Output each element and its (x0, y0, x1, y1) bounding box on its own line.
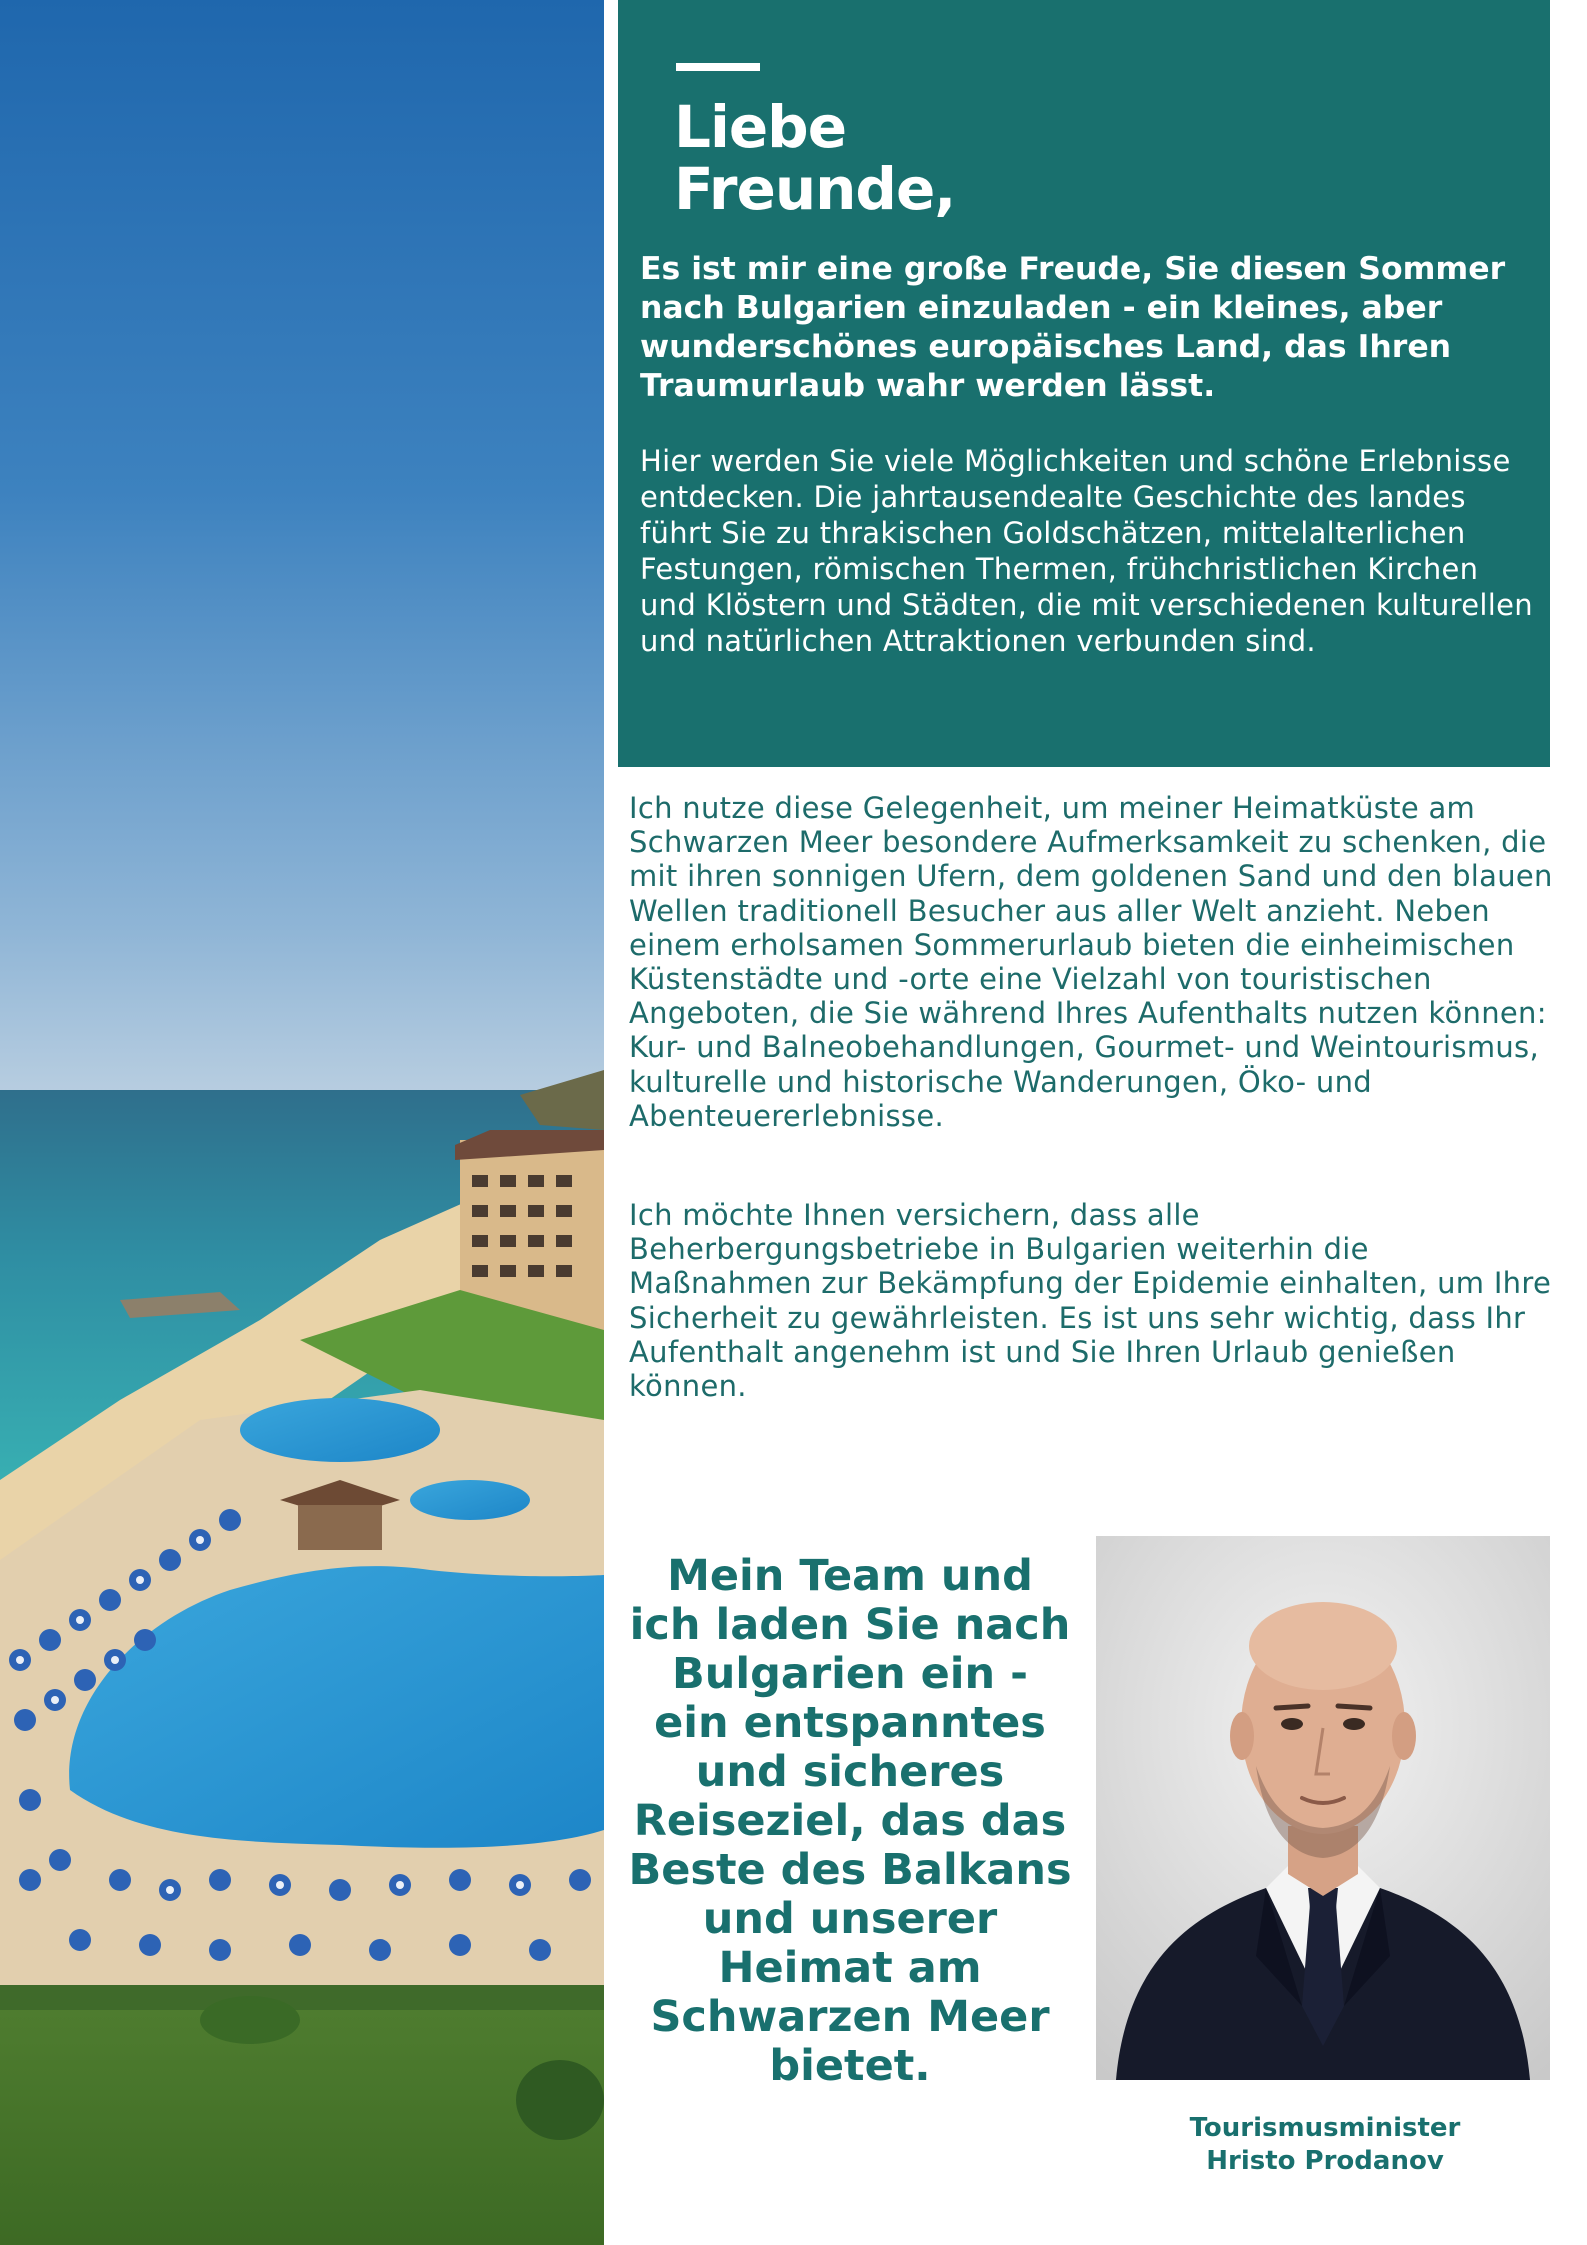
intro-paragraph: Hier werden Sie viele Möglichkeiten und schöne Erlebnisse entdecken. Die jahrtausendealte Geschichte des landes führt Sie zu thrakischen Goldschätzen, mittelalterlichen Festungen, römischen Thermen, frühchristlichen Kirchen und Klöstern und Städten, die mit verschiedenen kulturellen und natürlichen Attraktionen verbunden sind. (640, 444, 1533, 658)
signature-role: Tourismusminister (1189, 2113, 1461, 2143)
body-paragraph-safety: Ich möchte Ihnen versichern, dass alle Beherbergungsbetriebe in Bulgarien weiterhin die Maßnahmen zur Bekämpfung der Epidemie einhalten, um Ihre Sicherheit zu gewährleisten. Es ist uns sehr wichtig, dass Ihr Aufenthalt angenehm ist und Sie Ihren Urlaub genießen können. (629, 1198, 1552, 1404)
invitation-quote: Mein Team und ich laden Sie nach Bulgarien ein - ein entspanntes und sicheres Reiseziel, das das Beste des Balkans und unserer Heimat am Schwarzen Meer bietet. (628, 1551, 1072, 2091)
signature-name: Hristo Prodanov (1206, 2146, 1444, 2176)
greeting-heading: Liebe Freunde, (674, 93, 956, 223)
lead-paragraph: Es ist mir eine große Freude, Sie diesen Sommer nach Bulgarien einzuladen - ein kleines, aber wunderschönes europäisches Land, das Ihren Traumurlaub wahr werden lässt. (640, 251, 1506, 404)
minister-portrait (1096, 1536, 1550, 2080)
signature (1140, 2112, 1510, 2178)
decorative-dash (676, 63, 760, 71)
body-paragraph-coast: Ich nutze diese Gelegenheit, um meiner Heimatküste am Schwarzen Meer besondere Aufmerksamkeit zu schenken, die mit ihren sonnigen Ufern, dem goldenen Sand und den blauen Wellen traditionell Besucher aus aller Welt anzieht. Neben einem erholsamen Sommerurlaub bieten die einheimischen Küstenstädte und -orte eine Vielzahl von touristischen Angeboten, die Sie während Ihres Aufenthalts nutzen können: Kur- und Balneobehandlungen, Gourmet- und Weintourismus, kulturelle und historische Wanderungen, Öko- und Abenteuererlebnisse. (629, 791, 1553, 1133)
intro-panel (618, 0, 1550, 767)
resort-beach-photo (0, 0, 604, 2245)
